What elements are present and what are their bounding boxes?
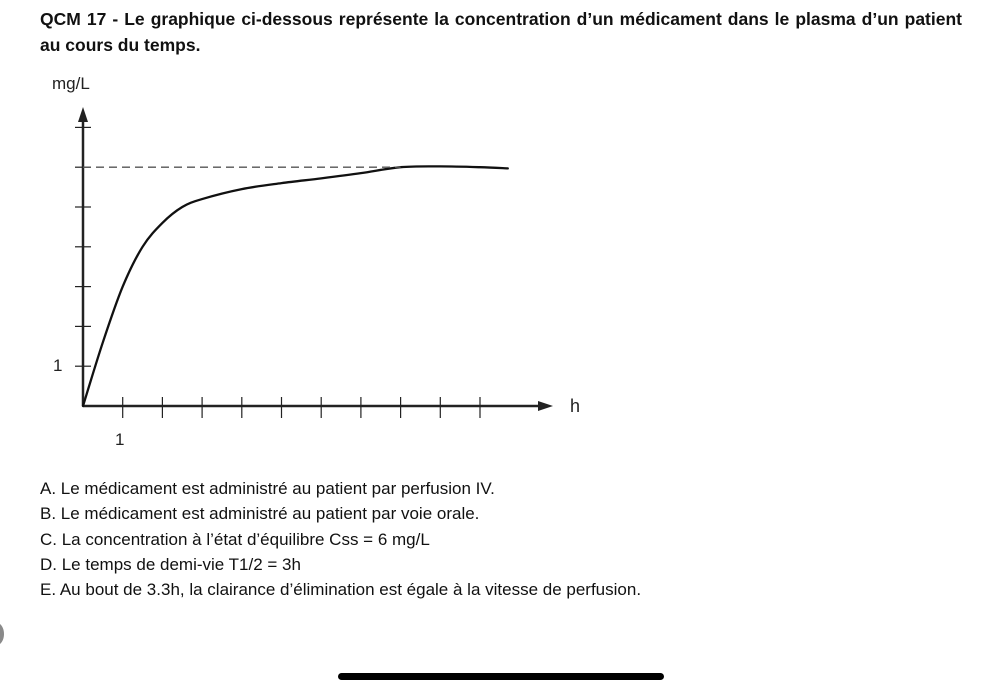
- question-text: QCM 17 - Le graphique ci-dessous représente la concentration d’un médicament dans le plasma d’un patient au cours du temps.: [40, 9, 962, 55]
- option-d[interactable]: D. Le temps de demi-vie T1/2 = 3h: [40, 554, 301, 574]
- chart-canvas: [0, 60, 620, 460]
- x-axis-label: h: [570, 396, 581, 416]
- option-e[interactable]: E. Au bout de 3.3h, la clairance d’élimination est égale à la vitesse de perfusion.: [40, 580, 642, 600]
- edge-indicator: [0, 623, 4, 645]
- option-a[interactable]: A. Le médicament est administré au patient par perfusion IV.: [40, 479, 495, 498]
- answer-options: [40, 476, 641, 602]
- concentration-chart: [0, 60, 620, 460]
- x-tick-label: 1: [115, 430, 125, 449]
- option-c[interactable]: C. La concentration à l’état d’équilibre Css = 6 mg/L: [40, 529, 430, 549]
- option-b[interactable]: B. Le médicament est administré au patient par voie orale.: [40, 504, 480, 524]
- concentration-curve: [83, 166, 508, 406]
- x-axis-arrow-icon: [538, 401, 553, 411]
- y-axis-arrow-icon: [78, 107, 88, 122]
- y-tick-label: 1: [53, 356, 63, 375]
- y-axis-label: mg/L: [52, 74, 90, 93]
- home-indicator[interactable]: [338, 673, 664, 680]
